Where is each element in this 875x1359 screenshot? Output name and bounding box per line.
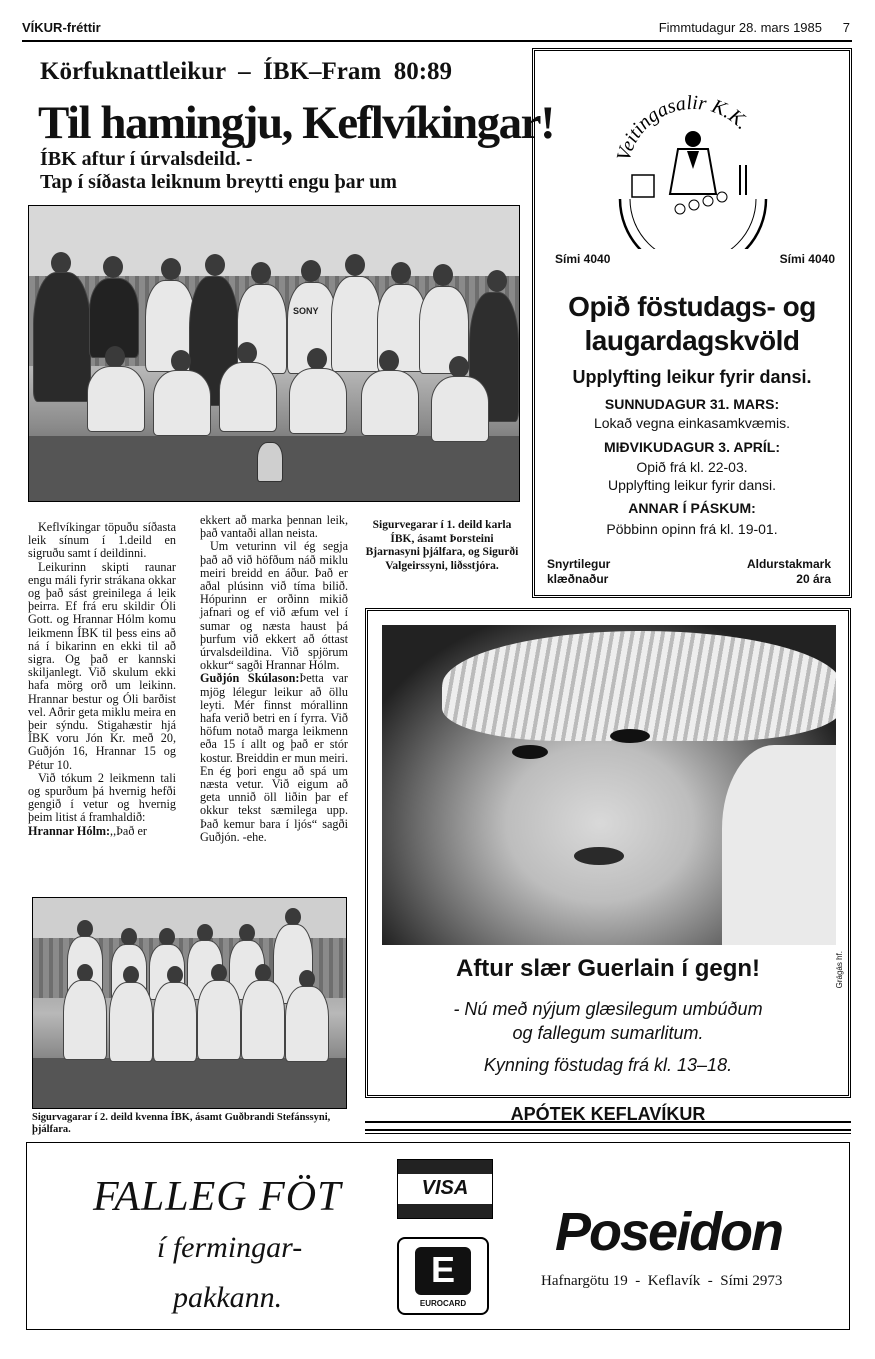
guerlain-headline: Aftur slær Guerlain í gegn! (455, 955, 761, 982)
ad-poseidon (26, 1142, 850, 1330)
model-photo (382, 625, 836, 945)
event-2-line-2: Upplyfting leikur fyrir dansi. (607, 477, 777, 493)
shop-banner (365, 1102, 851, 1134)
paragraph: Þetta var mjög lélegur leikur að öllu leyti. Mér finnst mórallinn hafa verið betri en í fyrra. Við höfum notað marga leikmenn eða 15 í allt og það er stór kostur. Breiddin er mun meiri. En ég þori engu að spá um næsta vetur. Við eigum að geta unnið öll liðin þar ef okkur tekst sæmilega upp. Það kemur bara í ljós“ sagði Guðjón. -ehe. (200, 671, 348, 844)
event-2-line-1: Opið frá kl. 22-03. (636, 459, 748, 475)
guerlain-line-2: og fallegum sumarlitum. (512, 1023, 704, 1043)
event-3-text: Pöbbinn opinn frá kl. 19-01. (606, 521, 778, 537)
paragraph: Um veturinn vil ég segja það að við höfðum náð miklu meiri breidd en áður. Það er aðal plúsinn við tíma bilið. Hópurinn er orðinn mikið jafnari og ef við æfum vel í sumar og næsta haust þá þurfum við ekkert að óttast úrvalsdeildina. Við spjörum okkur“ sagði Hrannar Hólm. (200, 539, 348, 673)
guerlain-line-3: Kynning föstudag frá kl. 13–18. (483, 1055, 733, 1075)
event-1-title: SUNNUDAGUR 31. MARS: (604, 396, 780, 412)
article-subhead-1: ÍBK aftur í úrvalsdeild. - (40, 148, 253, 170)
eurocard-text: EUROCARD (419, 1299, 467, 1308)
store-address: Hafnargötu 19 - Keflavík - Sími 2973 (541, 1273, 783, 1289)
opening-sub: Upplyfting leikur fyrir dansi. (572, 367, 812, 387)
age-limit (747, 557, 831, 587)
brand-logo: Poseidon (555, 1202, 783, 1262)
shop-name: APÓTEK KEFLAVÍKUR (510, 1104, 706, 1124)
slogan-line-3: pakkann. (173, 1281, 283, 1314)
slogan-line-2: í fermingar- (157, 1231, 303, 1264)
ad-guerlain (365, 608, 851, 1098)
restaurant-logo (608, 79, 778, 249)
men-photo-caption: Sigurvegarar í 1. deild karla ÍBK, ásamt Þorsteini Bjarnasyni þjálfara, og Sigurði Valgeirssyni, liðsstjóra. (365, 519, 519, 572)
women-team-photo (32, 897, 347, 1109)
slogan-line-1: FALLEG FÖT (93, 1174, 342, 1220)
opening-headline-1: Opið föstudags- og (568, 291, 816, 322)
phone-left: Sími 4040 (555, 252, 611, 266)
issue-date: Fimmtudagur 28. mars 1985 (658, 20, 822, 35)
interviewee-name: Guðjón Skúlason: (200, 671, 300, 686)
paper-name: VÍKUR-fréttir (22, 20, 101, 35)
page-number: 7 (842, 20, 850, 35)
dress-code (547, 557, 610, 587)
event-3-title: ANNAR Í PÁSKUM: (628, 500, 756, 516)
paragraph: ,,Það er (110, 823, 147, 838)
article-column-1 (28, 521, 176, 838)
event-1-text: Lokað vegna einkasamkvæmis. (593, 415, 791, 431)
paragraph: ekkert að marka þennan leik, það vantaði allan neista. (200, 513, 348, 541)
age-limit-line-2: 20 ára (796, 572, 831, 586)
phone-right: Sími 4040 (779, 252, 835, 266)
ad-credit: Grágás hf. (835, 951, 844, 989)
article-headline: Til hamingju, Keflvíkingar! (38, 97, 555, 149)
article-kicker: Körfuknattleikur – ÍBK–Fram 80:89 (40, 58, 453, 85)
dress-code-line-2: klæðnaður (547, 572, 609, 586)
paragraph: Keflvíkingar töpuðu síðasta leik sínum í 1.deild en sigruðu samt í deildinni. (28, 520, 176, 561)
article-subhead-2: Tap í síðasta leiknum breytti engu þar um (40, 171, 397, 193)
guerlain-line-1: - Nú með nýjum glæsilegum umbúðum (453, 999, 763, 1019)
ad-veitingasalir (532, 48, 852, 598)
jersey-sponsor: SONY (293, 306, 319, 316)
visa-text: VISA (421, 1177, 469, 1199)
women-photo-caption: Sigurvagarar í 2. deild kvenna ÍBK, ásamt Guðbrandi Stefánssyni, þjálfara. (32, 1112, 331, 1135)
paragraph: Við tókum 2 leikmenn tali og spurðum þá hvernig hefði gengið í vetur og hvernig þeim litist á framhaldið: (28, 770, 176, 825)
eurocard-letter: E (430, 1249, 455, 1290)
article-column-2 (200, 514, 348, 844)
visa-logo (397, 1159, 493, 1219)
paragraph: Leikurinn skipti raunar engu máli fyrir strákana okkar og það sást greinilega á leik þeirra. Ef frá eru skildir Óli Gott. og Hrannar Hólm komu leikmenn ÍBK til þess eins að ná í bikarinn en ekki til að sigra. Og það er kannski skiljanlegt. Við skulum ekki hafa mörg orð um leikinn. Hrannar bestur og Óli barðist vel. Aðrir geta miklu meira en þeir sýndu. Stigahæstir hjá ÍBK voru Jón Kr. með 20, Guðjón 16, Hrannar 15 og Pétur 10. (28, 559, 176, 772)
age-limit-line-1: Aldurstakmark (746, 557, 831, 571)
men-team-photo (28, 205, 520, 502)
interviewee-name: Hrannar Hólm: (28, 823, 111, 838)
trophy (257, 442, 283, 482)
event-2-title: MIÐVIKUDAGUR 3. APRÍL: (603, 439, 781, 455)
dress-code-line-1: Snyrtilegur (547, 557, 611, 571)
opening-headline-2: laugardagskvöld (584, 325, 800, 356)
eurocard-logo (397, 1237, 489, 1315)
page-header (22, 20, 852, 42)
logo-text: Veitingasalir K.K. (612, 91, 754, 164)
